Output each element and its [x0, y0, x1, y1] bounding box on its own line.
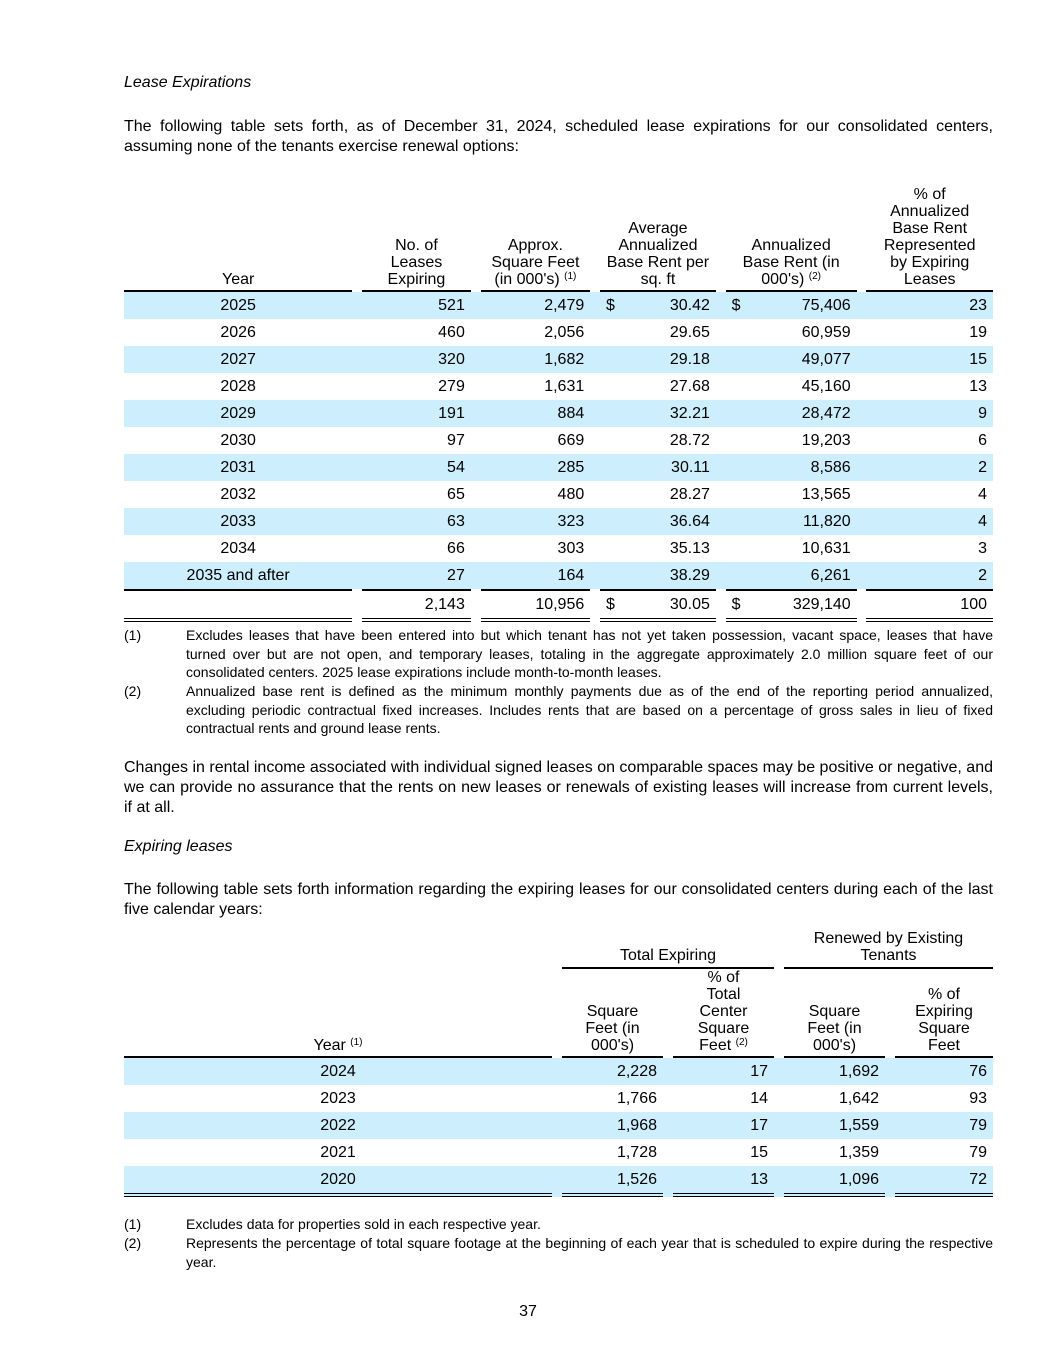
- section-heading-expiring-leases: Expiring leases: [124, 838, 233, 855]
- col-header-te-pct: % of Total Center Square Feet $^{(2)}$: [673, 969, 774, 1058]
- table-row: 2025 521 2,479 $ 30.42 $ 75,406 23: [124, 292, 993, 319]
- table-row: 2031 54 285 30.11 8,586 2: [124, 454, 993, 481]
- table-row: 2024 2,228 17 1,692 76: [124, 1058, 993, 1085]
- table-row: 2029 191 884 32.21 28,472 9: [124, 400, 993, 427]
- col-header-avg-rent: Average Annualized Base Rent per sq. ft: [600, 186, 716, 292]
- col-header-te-square-feet: Square Feet (in 000's): [562, 969, 663, 1058]
- intro-paragraph-expiring-leases: The following table sets forth information regarding the expiring leases for our consolidated centers during each of the last five calendar years:: [124, 881, 993, 918]
- table-row: 2035 and after 27 164 38.29 6,261 2: [124, 562, 993, 589]
- paragraph-rental-income-changes: Changes in rental income associated with individual signed leases on comparable spaces may be positive or negative, and we can provide no assurance that the rents on new leases or renewals of existing leases will increase from current levels, if at all.: [124, 759, 993, 816]
- col-header-year: Year $^{(1)}$: [124, 969, 552, 1058]
- table-row: 2028 279 1,631 27.68 45,160 13: [220, 378, 987, 395]
- footnote-1: (1) Excludes leases that have been entered into but which tenant has not yet taken possession, vacant space, leases that have turned over but are not open, and temporary leases, totaling in the aggregate approximately 2.0 million square feet of our consolidated centers. 2025 lease expirations include month-to-month leases.: [124, 627, 993, 680]
- group-header-renewed: Renewed by Existing Tenants: [784, 930, 993, 969]
- table-row: 2023 1,766 14 1,642 93: [320, 1090, 987, 1107]
- table-total-row: 2,143 10,956 $ 30.05 $ 329,140 100: [124, 589, 993, 622]
- expiring-leases-table: [124, 930, 993, 1197]
- table-header-row: [124, 969, 993, 1058]
- col-header-square-feet: Approx. Square Feet (in 000's) $^{(1)}$: [481, 186, 591, 292]
- table-header-row: [124, 186, 993, 292]
- page-number: 37: [519, 1303, 537, 1320]
- col-header-leases-expiring: No. of Leases Expiring: [362, 186, 471, 292]
- table-row: 2027 320 1,682 29.18 49,077 15: [124, 346, 993, 373]
- table-row: 2032 65 480 28.27 13,565 4: [220, 486, 987, 503]
- col-header-rn-pct: % of Expiring Square Feet: [895, 969, 993, 1058]
- lease-expirations-table: [124, 186, 993, 622]
- group-header-row: [124, 930, 993, 969]
- table-row: 2030 97 669 28.72 19,203 6: [220, 432, 987, 449]
- col-header-rn-square-feet: Square Feet (in 000's): [784, 969, 885, 1058]
- group-header-total-expiring: Total Expiring: [562, 930, 774, 969]
- table-row: 2020 1,526 13 1,096 72: [124, 1166, 993, 1197]
- table-row: 2034 66 303 35.13 10,631 3: [220, 540, 987, 557]
- intro-paragraph-lease-expirations: The following table sets forth, as of December 31, 2024, scheduled lease expirations for our consolidated centers, assuming none of the tenants exercise renewal options:: [124, 118, 993, 155]
- footnote-2: (2) Annualized base rent is defined as the minimum monthly payments due as of the end of the reporting period annualized, excluding periodic contractual fixed increases. Includes rents that are based on a percentage of gross sales in lieu of fixed contractual rents and ground lease rents.: [124, 683, 993, 736]
- footnote-table2-2: (2) Represents the percentage of total square footage at the beginning of each year that is scheduled to expire during the respective year.: [124, 1235, 993, 1270]
- col-header-annualized-base-rent: Annualized Base Rent (in 000's) $^{(2)}$: [726, 186, 857, 292]
- col-header-pct-abr: % of Annualized Base Rent Represented by Expiring Leases: [866, 186, 993, 292]
- table-row: 2022 1,968 17 1,559 79: [124, 1112, 993, 1139]
- table-row: 2026 460 2,056 29.65 60,959 19: [220, 324, 987, 341]
- table-row: 2033 63 323 36.64 11,820 4: [124, 508, 993, 535]
- col-header-year: Year: [124, 186, 352, 292]
- section-heading-lease-expirations: Lease Expirations: [124, 74, 252, 91]
- table-row: 2021 1,728 15 1,359 79: [320, 1144, 987, 1161]
- footnote-table2-1: (1) Excludes data for properties sold in each respective year.: [124, 1216, 541, 1232]
